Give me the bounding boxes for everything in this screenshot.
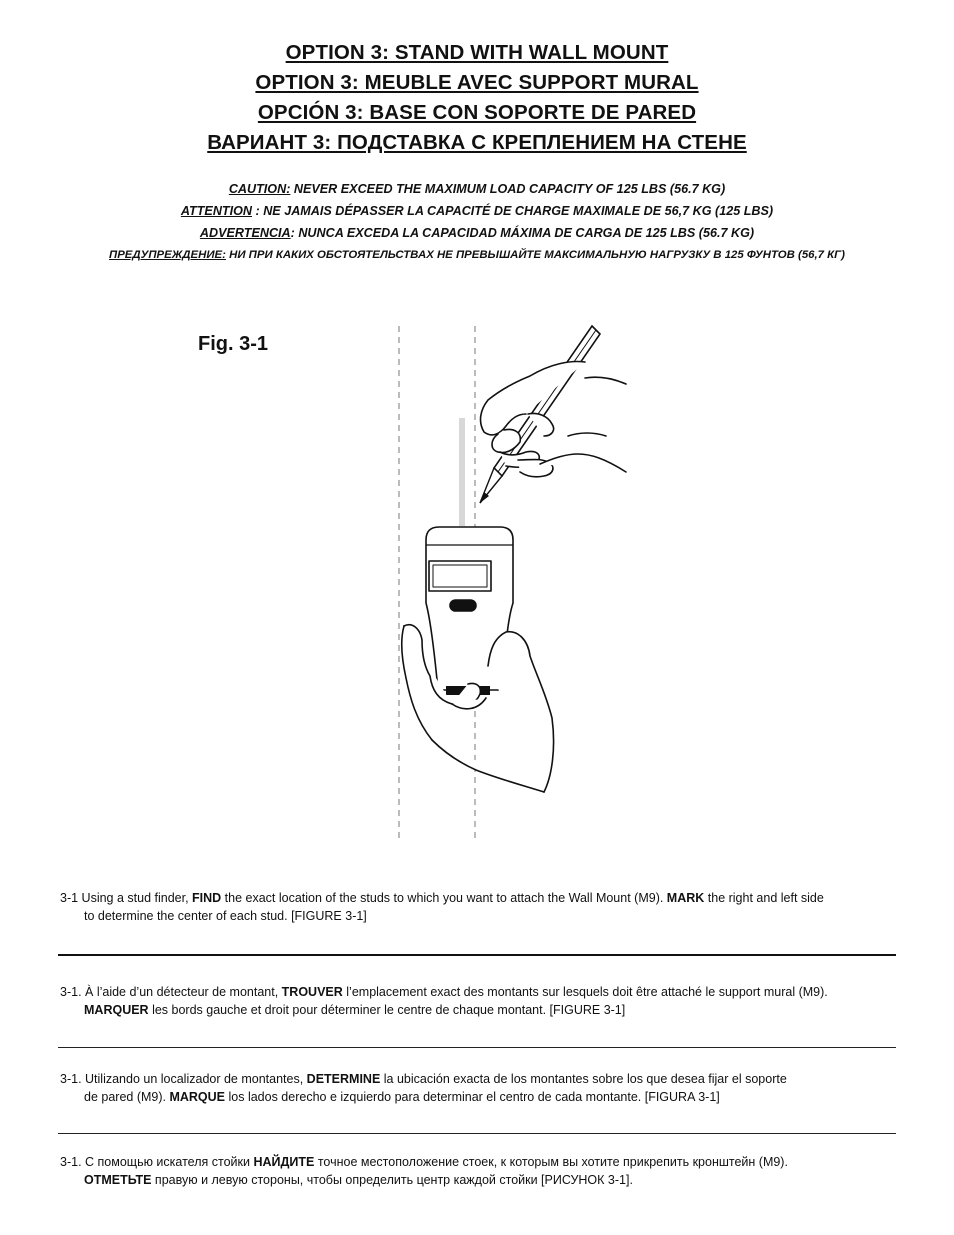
- divider-es-ru: [58, 1133, 896, 1134]
- instruction-en-mid: the exact location of the studs to which you want to attach the Wall Mount (M9).: [221, 891, 667, 905]
- warning-label-es: ADVERTENCIA: [199, 226, 291, 240]
- warning-label-fr: ATTENTION: [180, 204, 253, 218]
- instruction-es-line2-prefix: de pared (M9).: [84, 1089, 170, 1104]
- title-es: OPCIÓN 3: BASE CON SOPORTE DE PARED: [257, 101, 697, 124]
- warning-text-en: NEVER EXCEED THE MAXIMUM LOAD CAPACITY OF 125 LBS (56.7 KG): [290, 182, 726, 196]
- title-block: [0, 38, 954, 158]
- title-fr: OPTION 3: MEUBLE AVEC SUPPORT MURAL: [255, 71, 699, 94]
- instruction-ru-suffix: правую и левую стороны, чтобы определить центр каждой стойки [РИСУНОК 3-1].: [151, 1172, 633, 1187]
- warning-text-fr: : NE JAMAIS DÉPASSER LA CAPACITÉ DE CHARGE MAXIMALE DE 56,7 KG (125 LBS): [252, 204, 774, 218]
- instruction-fr-line2: [60, 1002, 896, 1020]
- center-mark-streak: [459, 418, 465, 526]
- warning-block: [0, 178, 954, 266]
- warning-text-ru: НИ ПРИ КАКИХ ОБСТОЯТЕЛЬСТВАХ НЕ ПРЕВЫШАЙТЕ МАКСИМАЛЬНУЮ НАГРУЗКУ В 125 ФУНТОВ (56,7 КГ): [225, 249, 845, 261]
- instruction-es: [60, 1071, 896, 1106]
- instruction-fr: [60, 984, 896, 1019]
- instruction-fr-suffix: les bords gauche et droit pour déterminer le centre de chaque montant. [FIGURE 3-1]: [148, 1002, 626, 1017]
- instruction-es-line2: [60, 1089, 896, 1107]
- instruction-fr-prefix: 3-1. À l’aide d’un détecteur de montant,: [60, 985, 282, 999]
- warning-es: [0, 222, 954, 244]
- warning-ru: [0, 244, 954, 266]
- instruction-en-keyword-mark: MARK: [666, 891, 705, 905]
- instruction-fr-keyword-trouver: TROUVER: [281, 985, 343, 999]
- stud-finder-illustration: [380, 318, 640, 843]
- title-ru: ВАРИАНТ 3: ПОДСТАВКА С КРЕПЛЕНИЕМ НА СТЕНЕ: [207, 131, 747, 154]
- instruction-es-keyword-determine: DETERMINE: [306, 1072, 381, 1086]
- warning-label-ru: ПРЕДУПРЕЖДЕНИЕ:: [109, 249, 226, 261]
- instruction-es-suffix: los lados derecho e izquierdo para determinar el centro de cada montante. [FIGURA 3-1]: [225, 1089, 720, 1104]
- instruction-ru-mid: точное местоположение стоек, к которым вы хотите прикрепить кронштейн (M9).: [314, 1155, 788, 1169]
- instruction-en-suffix: the right and left side: [704, 891, 824, 905]
- figure-label: Fig. 3-1: [198, 333, 269, 355]
- instruction-fr-keyword-marquer: MARQUER: [84, 1002, 149, 1017]
- instruction-es-keyword-marque: MARQUE: [169, 1089, 226, 1104]
- instruction-en: [60, 890, 896, 925]
- instruction-ru: [60, 1154, 896, 1189]
- instruction-es-mid: la ubicación exacta de los montantes sobre los que desea fijar el soporte: [380, 1072, 787, 1086]
- instruction-en-prefix: 3-1 Using a stud finder,: [60, 891, 193, 905]
- instruction-en-keyword-find: FIND: [192, 891, 222, 905]
- instruction-ru-keyword-otmette: ОТМЕТЬТЕ: [84, 1172, 152, 1187]
- instruction-fr-mid: l’emplacement exact des montants sur lesquels doit être attaché le support mural (M9).: [342, 985, 828, 999]
- scan-button: [450, 600, 476, 611]
- warning-text-es: : NUNCA EXCEDA LA CAPACIDAD MÁXIMA DE CARGA DE 125 LBS (56.7 KG): [290, 226, 755, 240]
- instruction-ru-prefix: 3-1. С помощью искателя стойки: [60, 1155, 254, 1169]
- warning-fr: [0, 200, 954, 222]
- warning-en: [0, 178, 954, 200]
- instruction-en-line2: to determine the center of each stud. [FIGURE 3-1]: [84, 908, 367, 923]
- instruction-ru-keyword-naidite: НАЙДИТЕ: [253, 1155, 315, 1169]
- instruction-es-prefix: 3-1. Utilizando un localizador de montantes,: [60, 1072, 307, 1086]
- instruction-ru-line2: [60, 1172, 896, 1190]
- title-en: OPTION 3: STAND WITH WALL MOUNT: [285, 41, 669, 64]
- warning-label-en: CAUTION:: [228, 182, 291, 196]
- divider-fr-es: [58, 1047, 896, 1048]
- divider-en-fr: [58, 954, 896, 956]
